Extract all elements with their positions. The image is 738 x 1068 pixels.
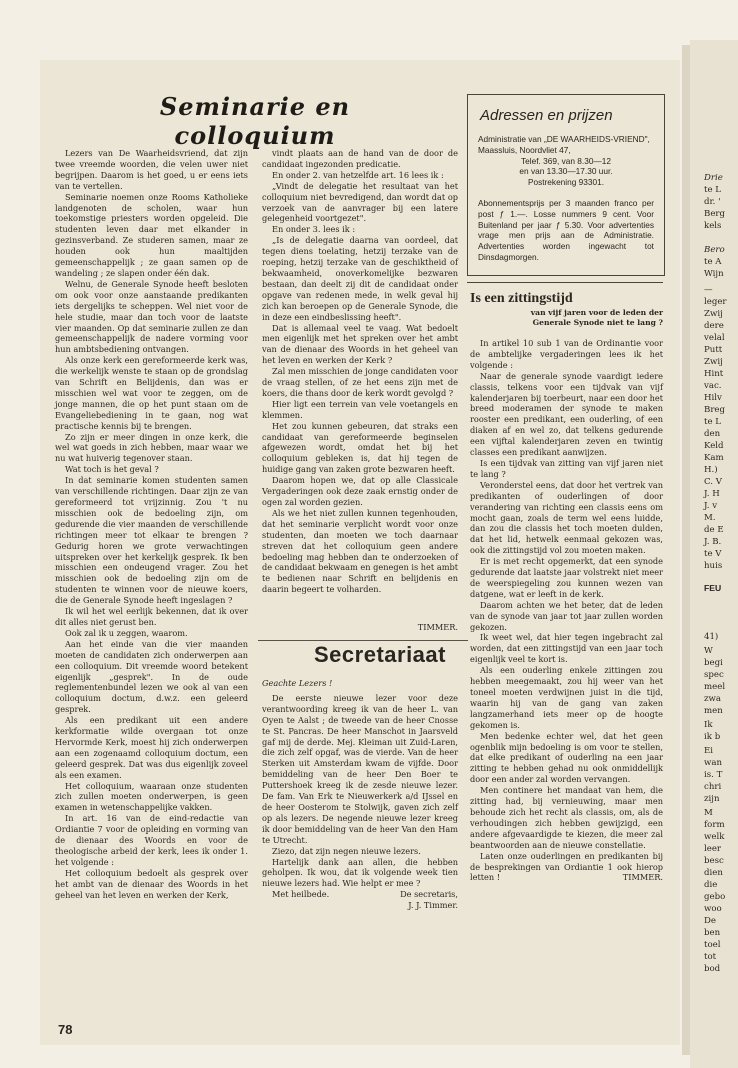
paragraph: Als we het niet zullen kunnen tegenhouden, dat het seminarie verplicht wordt voor onze studenten, dan moeten we toch daarnaar streven dat het colloquium geen andere bedoeling mag hebben dan te onderzoeken of de candidaat bekwaam en genegen is het ambt te bedienen naar Schrift en belijdenis en daarin begeert te volharden. [262,507,458,595]
fragment-text: ben [704,928,721,938]
fragment-text: Wijn [704,269,724,279]
zittingstijd-rule [467,282,663,283]
paragraph: Lezers van De Waarheidsvriend, dat zijn twee vreemde woorden, die velen uwer niet begrijpen. Daarom is het goed, u er eens iets van te vertellen. [55,148,248,191]
paragraph: In dat seminarie komen studenten samen van verschillende richtingen. Daar zijn ze van gereformeerd tot vrijzinnig. Zou 't nu misschien ook de bedoeling zijn, om gedurende die vier maanden de verschillende richtingen meer tot elkaar te brengen ? Gedurig horen we grote verwachtingen uitspreken over het kerkelijk gesprek. Ik ben misschien een ondeugend vrager. Zou het misschien ook de bedoeling zijn om de studenten te winnen voor de nieuwe koers, die de Generale Synode heeft ingeslagen ? [55,475,248,606]
paragraph: Hier ligt een terrein van vele voetangels en klemmen. [262,398,458,420]
closing-row [262,889,458,900]
paragraph: Laten onze ouderlingen en predikanten bij de besprekingen van Ordiantie 1 ook hierop letten ! [470,850,663,883]
paragraph: Als een ouderling enkele zittingen zou hebben meegemaakt, zou hij weer van het toneel moeten verdwijnen juist in die tijd, waarin hij van de gang van zaken langzamerhand iets meer op de hoogte gekomen is. [470,665,663,730]
fragment-text: velal [704,333,725,343]
fragment-text: Bero [704,245,725,255]
paragraph: Daarom achten we het beter, dat de leden van de synode van jaar tot jaar zullen worden gekozen. [470,599,663,632]
paragraph: Het colloquium bedoelt als gesprek over het ambt van de dienaar des Woords in het geheel van het leven en werken der Kerk, [55,867,248,900]
fragment-text: Zwij [704,357,723,367]
fragment-text: 41) [704,632,719,642]
paragraph: Ik wil het wel eerlijk bekennen, dat ik over dit alles niet gerust ben. [55,606,248,627]
paragraph: En onder 2. van hetzelfde art. 16 lees ik : [272,169,444,180]
paragraph: Welnu, de Generale Synode heeft besloten om ook voor onze aanstaande predikanten iets dergelijks te scheppen. Wel niet voor de hele studie, maar dan toch voor de laatste vier maanden. Op dat seminarie zullen ze dan gemeenschappelijk de nadere vorming voor hun ambtsbediening ontvangen. [55,278,248,355]
paragraph: Zal men misschien de jonge candidaten voor de vraag stellen, of ze het eens zijn met de koers, die thans door de kerk wordt gevolgd ? [262,366,458,398]
fragment-text: leger [704,297,727,307]
secretariaat-rule [258,640,468,641]
adressen-box [467,94,665,276]
adressen-content [478,134,654,263]
adressen-line-1: Administratie van „DE WAARHEIDS-VRIEND", Maassluis, Noordvliet 47, [478,134,650,155]
paragraph: Veronderstel eens, dat door het vertrek van predikanten of ouderlingen of door verandering van richting een classis eens om mocht gaan, zoals de term wel eens luidde, dan zou die classis het toch moeten dulden, dat het lid, hetwelk eenmaal gekozen was, ook die zittingstijd vol zou moeten maken. [470,479,663,556]
paragraph: Ziezo, dat zijn negen nieuwe lezers. [272,845,421,856]
fragment-text: Ei [704,746,714,756]
paragraph: Aan het einde van die vier maanden moeten de candidaten zich onderwerpen aan een colloquium. Dit vreemde woord betekent eigenlijk „gesprek". In de oude reglementenbundel lezen we ook al van een colloquium doctum, d.w.z. een geleerd gesprek. [55,638,248,715]
fragment-text: M [704,808,713,818]
fragment-text: Keld [704,441,724,451]
fragment-text: Hint [704,369,724,379]
adressen-line-2: Telef. 369, van 8.30—12 [521,155,611,166]
paragraph: Wat toch is het geval ? [65,464,159,475]
fragment-text: FEU [704,583,722,593]
fragment-text: chri [704,782,722,792]
paragraph: Ik weet wel, dat hier tegen ingebracht zal worden, dat een zittingstijd van een jaar toch eigenlijk veel te kort is. [470,632,663,665]
fragment-text: de E [704,525,724,535]
fragment-text: H.) [704,465,718,475]
paragraph: Zo zijn er meer dingen in onze kerk, die wel wat goeds in zich hebben, maar waar we nu wat huiverig tegenover staan. [55,431,248,464]
paragraph: Dat is allemaal veel te vaag. Wat bedoelt men eigenlijk met het spreken over het ambt van de dienaar des Woords in het geheel van het leven en werken der Kerk ? [262,322,458,366]
closing-left: Met heilbede. [272,889,330,900]
paragraph: Als een predikant uit een andere kerkformatie wilde overgaan tot onze Hervormde Kerk, moest hij zich onderwerpen aan een zogenaamd colloquium doctum, een geleerd gesprek. Dat was dus eigenlijk zoveel als een examen. [55,715,248,780]
fragment-text: dr. ' [704,197,721,207]
fragment-text: besc [704,856,724,866]
salutation: Geachte Lezers ! [262,678,333,688]
zittingstijd-body [470,338,663,883]
paragraph: Hartelijk dank aan allen, die hebben geholpen. Ik wou, dat ik volgende week tien nieuwe lezers had. Wie helpt er mee ? [262,856,458,889]
fragment-text: J. B. [704,537,722,547]
fragment-text: spec [704,670,724,680]
fragment-text: W [704,646,713,656]
page-number: 78 [58,1022,73,1037]
paragraph: En onder 3. lees ik : [272,224,356,235]
fragment-text: begi [704,658,723,668]
fragment-text: huis [704,561,723,571]
fragment-text: meel [704,682,726,692]
fragment-text: bod [704,964,721,974]
article-title: Seminarie en colloquium [159,92,351,150]
fragment-text: Drie [704,173,723,183]
fragment-text: vac. [704,381,722,391]
paragraph: „Is de delegatie daarna van oordeel, dat tegen diens toelating, hetzij terzake van de roeping, hetzij terzake van de geschiktheid of bekwaamheid, onoverkomelijke bezwaren bestaan, dan deelt zij dit de candidaat onder opgave van redenen mede, in welk geval hij zich kan beroepen op de Generale Synode, die in deze een eindbeslissing heeft". [262,235,458,322]
paragraph: Men continere het mandaat van hem, die zitting had, bij vernieuwing, maar men behoude zich het recht als classis, om, als de verhoudingen zich hebben gewijzigd, een andere afgevaardigde te kiezen, die meer zal beantwoorden aan de nieuwe constellatie. [470,785,663,850]
fragment-text: tot [704,952,717,962]
fragment-text: M. [704,513,716,523]
adressen-heading: Adressen en prijzen [480,107,613,124]
adressen-body: Abonnementsprijs per 3 maanden franco per post ƒ 1.—. Losse nummers 9 cent. Voor Buitenland per jaar ƒ 5.30. Voor advertenties vrage men prijs aan de Administratie. Advertenties worden ingewacht tot Dinsdagmorgen. [478,197,654,262]
page-gutter-shadow [682,45,690,1055]
fragment-text: die [704,880,718,890]
fragment-text: zijn [704,794,720,804]
fragment-text: Hilv [704,393,722,403]
article-column-2 [262,148,458,595]
signature: TIMMER. [622,872,663,883]
fragment-text: zwa [704,694,722,704]
zittingstijd-subheading: van vijf jaren voor de leden der Generale Synode niet te lang ? [530,308,663,327]
fragment-text: Ik [704,720,713,730]
fragment-text: J. H [704,489,720,499]
paragraph: Het zou kunnen gebeuren, dat straks een candidaat van gereformeerde beginselen afgewezen wordt, omdat het bij het colloquium gebleken is, dat hij tegen de huidige gang van zaken grote bezwaren heeft. [262,420,458,475]
fragment-text: wan [704,758,723,768]
secretariaat-heading: Secretariaat [314,642,446,667]
fragment-text: is. T [704,770,723,780]
fragment-text: gebo [704,892,726,902]
fragment-text: J. v [704,501,718,511]
signature: J. J. Timmer. [408,900,458,911]
closing-right: De secretaris, [400,889,458,900]
fragment-text: — [704,285,713,295]
adressen-line-4: Postrekening 93301. [527,177,605,188]
column-2-signature: TIMMER. [417,622,458,632]
fragment-text: men [704,706,723,716]
fragment-text: dere [704,321,724,331]
secretariaat-body [262,678,458,911]
paragraph: Is een tijdvak van zitting van vijf jaren niet te lang ? [470,457,663,479]
paragraph: Naar de generale synode vaardigt iedere classis, telkens voor een tijdvak van vijf kalenderjaren bij toerbeurt, naar een door het breed moderamen der synode te maken rooster een predikant, een ouderling, of een diaken af en wel zo, dat telkens gedurende een vijftal kalenderjaren zeven en twintig classes een predikant aanwijzen. [470,370,663,458]
fragment-text: C. V [704,477,722,487]
paragraph: Het colloquium, waaraan onze studenten zich zullen moeten onderwerpen, is geen examen in wetenschappelijke vakken. [55,780,248,813]
fragment-text: kels [704,221,722,231]
paragraph: Seminarie noemen onze Rooms Katholieke landgenoten de scholen, waar hun toekomstige priesters worden opgeleid. Die studenten leven daar met elkander in gezinsverband. Ze studeren samen, maar ze houden ook hun maaltijden gemeenschappelijk ; ze gaan samen op de wandeling ; ze slapen onder één dak. [55,191,248,278]
fragment-text: den [704,429,721,439]
paragraph: De eerste nieuwe lezer voor deze verantwoording kreeg ik van de heer L. van Oyen te Aalst ; de tweede van de heer Cnosse te St. Pancras. De heer Manschot in Jaarsveld gaf mij de derde. Mej. Kleiman uit Zuid-Laren, die zich zelf opgaf, was de vierde. Van de heer Sterken uit Amsterdam kwam de vijfde. Door bemiddeling van de heer Den Boer te Puttershoek kreeg ik de zesde nieuwe lezer. De fam. Van Erk te Nieuwerkerk a/d IJssel en de heer Oosterom te Stolwijk, gaven zich zelf op als lezers. De negende nieuwe lezer kreeg ik door bemiddeling van de heer Van den Ham te Utrecht. [262,692,458,845]
fragment-text: Breg [704,405,726,415]
fragment-text: leer [704,844,722,854]
paragraph: Als onze kerk een gereformeerde kerk was, die werkelijk wenste te staan op de grondslag van Schrift en Belijdenis, dan was er misschien wel wat voor te zeggen, om de jonge mannen, die op het punt staan om de Evangeliebediening in te gaan, nog wat practische kennis bij te brengen. [55,355,248,431]
paragraph: Er is met recht opgemerkt, dat een synode gedurende dat laatste jaar volstrekt niet meer de weerspiegeling zou kunnen wezen van datgene, wat er leeft in de kerk. [470,556,663,599]
fragment-text: woo [704,904,722,914]
adjacent-page-edge [690,40,738,1068]
fragment-text: De [704,916,716,926]
fragment-text: te V [704,549,722,559]
adressen-line-3: en van 13.30—17.30 uur. [519,166,613,177]
fragment-text: welk [704,832,725,842]
fragment-text: Berg [704,209,726,219]
fragment-text: Zwij [704,309,723,319]
fragment-text: toel [704,940,721,950]
fragment-text: ik b [704,732,721,742]
fragment-text: Putt [704,345,723,355]
fragment-text: te L [704,185,721,195]
paragraph: „Vindt de delegatie het resultaat van het colloquium niet bevredigend, dan wordt dat op verzoek van de aanvrager bij een latere gelegenheid voortgezet". [262,180,458,224]
fragment-text: dien [704,868,723,878]
fragment-text: form [704,820,725,830]
article-column-1 [55,148,248,901]
paragraph: In art. 16 van de eind-redactie van Ordiantie 7 voor de opleiding en vorming van de dienaar des Woords en voor de theologische arbeid der kerk, lees ik onder 1. het volgende : [55,813,248,867]
zittingstijd-heading: Is een zittingstijd [470,291,573,306]
fragment-text: Kam [704,453,724,463]
paragraph: Men bedenke echter wel, dat het geen ogenblik mijn bedoeling is om voor te stellen, dat elke predikant of ouderling na een jaar zitting te hebben gehad nu ook onmiddellijk door een ander zal worden vervangen. [470,730,663,785]
paragraph: Ook zal ik u zeggen, waarom. [65,627,188,638]
paragraph: Daarom hopen we, dat op alle Classicale Vergaderingen ook deze zaak ernstig onder de ogen zal worden gezien. [262,475,458,507]
paragraph: vindt plaats aan de hand van de door de candidaat ingezonden predicatie. [262,148,458,169]
paragraph: In artikel 10 sub 1 van de Ordinantie voor de ambtelijke vergaderingen lees ik het volgende : [470,338,663,370]
fragment-text: te A [704,257,722,267]
fragment-text: te L [704,417,721,427]
